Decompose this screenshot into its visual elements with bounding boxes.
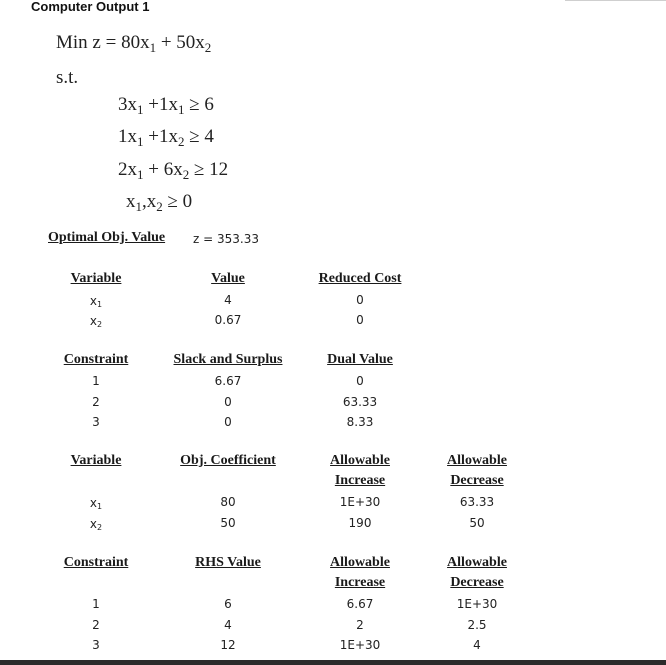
t2-row1-slack: 6.67 [214,374,242,388]
t4-row2-constraint: 2 [92,618,100,632]
t3-header-allowable-inc: Allowable [330,453,390,468]
t1-row2-value: 0.67 [214,313,242,327]
c1-mid: +1 [143,94,169,115]
nn-sep: , [142,191,147,212]
t1-row1-reduced: 0 [356,293,364,307]
c2-coef-a: 1 [118,126,128,147]
constraint-1 [118,94,214,116]
objective-sub2: 2 [204,40,212,55]
t4-row3-rhs: 12 [220,638,236,652]
c2-rhs: ≥ 4 [184,126,214,147]
objective-op1: = 80 [105,32,141,53]
c1-sub-b: 1 [177,102,185,117]
nonnegativity [126,191,192,213]
t3-row1-inc: 1E+30 [339,495,381,509]
t4-subheader-increase: Increase [334,575,386,590]
constraint-3 [118,159,228,181]
t4-row2-rhs: 4 [224,618,232,632]
t1-header-variable: Variable [70,271,122,286]
t2-row2-slack: 0 [224,395,232,409]
nn-var2: x [146,191,157,212]
t3-row2-dec: 50 [469,516,485,530]
optimal-label: Optimal Obj. Value [48,230,166,245]
objective-var2: x [195,32,205,53]
t4-subheader-decrease: Decrease [450,575,504,590]
c2-sub-b: 2 [177,134,185,149]
c2-sub-a: 1 [137,134,144,149]
t1-row1-value: 4 [224,293,232,307]
subject-to: s.t. [56,67,79,88]
c3-var-b: x [173,159,183,180]
t4-row3-inc: 1E+30 [339,638,381,652]
t4-header-allowable-inc: Allowable [330,555,390,570]
t4-row1-dec: 1E+30 [456,597,498,611]
c1-var-b: x [168,94,178,115]
t4-row3-constraint: 3 [92,638,100,652]
t1-header-reduced-cost: Reduced Cost [318,271,402,286]
t4-row2-inc: 2 [356,618,364,632]
t4-row3-dec: 4 [473,638,481,652]
objective-function [56,32,211,54]
t1-header-value: Value [211,271,245,286]
constraint-2 [118,126,214,148]
c1-sub-a: 1 [137,102,144,117]
c3-mid: + 6 [143,159,174,180]
c1-var-a: x [127,94,137,115]
objective-var1: x [140,32,150,53]
t3-header-obj-coef: Obj. Coefficient [180,453,276,468]
t4-header-constraint: Constraint [63,555,129,570]
bottom-border [0,660,666,665]
t1-row2-variable: $x_2$ [89,314,103,329]
optimal-value: z = 353.33 [193,232,259,246]
t3-row2-coef: 50 [220,516,236,530]
nn-var1: x [126,191,136,212]
page-title: Computer Output 1 [31,0,150,14]
t4-header-allowable-dec: Allowable [447,555,507,570]
t3-row2-inc: 190 [348,516,372,530]
t2-header-constraint: Constraint [63,352,129,367]
nn-sub1: 1 [135,199,142,214]
t2-row3-constraint: 3 [92,415,100,429]
c3-coef-a: 2 [118,159,128,180]
t3-row1-variable: $x_1$ [89,496,103,511]
c1-rhs: ≥ 6 [184,94,214,115]
t2-row3-slack: 0 [224,415,232,429]
t3-header-allowable-dec: Allowable [447,453,507,468]
t2-header-dual: Dual Value [327,352,393,367]
t4-row1-rhs: 6 [224,597,232,611]
c3-sub-b: 2 [182,167,190,182]
t4-row1-inc: 6.67 [346,597,374,611]
c2-var-a: x [127,126,137,147]
t3-row2-variable: $x_2$ [89,517,103,532]
t2-row3-dual: 8.33 [346,415,374,429]
t2-row1-dual: 0 [356,374,364,388]
t3-subheader-increase: Increase [334,473,386,488]
c3-sub-a: 1 [137,167,144,182]
t4-header-rhs: RHS Value [195,555,261,570]
nn-sub2: 2 [156,199,163,214]
c1-coef-a: 3 [118,94,128,115]
top-divider [565,0,666,1]
t1-row2-reduced: 0 [356,313,364,327]
t2-row2-constraint: 2 [92,395,100,409]
objective-op2: + 50 [160,32,196,53]
t2-header-slack: Slack and Surplus [173,352,283,367]
c3-rhs: ≥ 12 [189,159,229,180]
nn-rhs: ≥ 0 [162,191,193,212]
objective-sub1: 1 [149,40,157,55]
t4-row2-dec: 2.5 [467,618,487,632]
t1-row1-variable: $x_1$ [89,294,103,309]
t3-header-variable: Variable [70,453,122,468]
c2-mid: +1 [143,126,169,147]
c3-var-a: x [127,159,137,180]
t2-row2-dual: 63.33 [342,395,378,409]
c2-var-b: x [168,126,178,147]
t3-row1-coef: 80 [220,495,236,509]
t2-row1-constraint: 1 [92,374,100,388]
objective-prefix: Min z [56,32,101,53]
t3-row1-dec: 63.33 [459,495,495,509]
t4-row1-constraint: 1 [92,597,100,611]
t3-subheader-decrease: Decrease [450,473,504,488]
